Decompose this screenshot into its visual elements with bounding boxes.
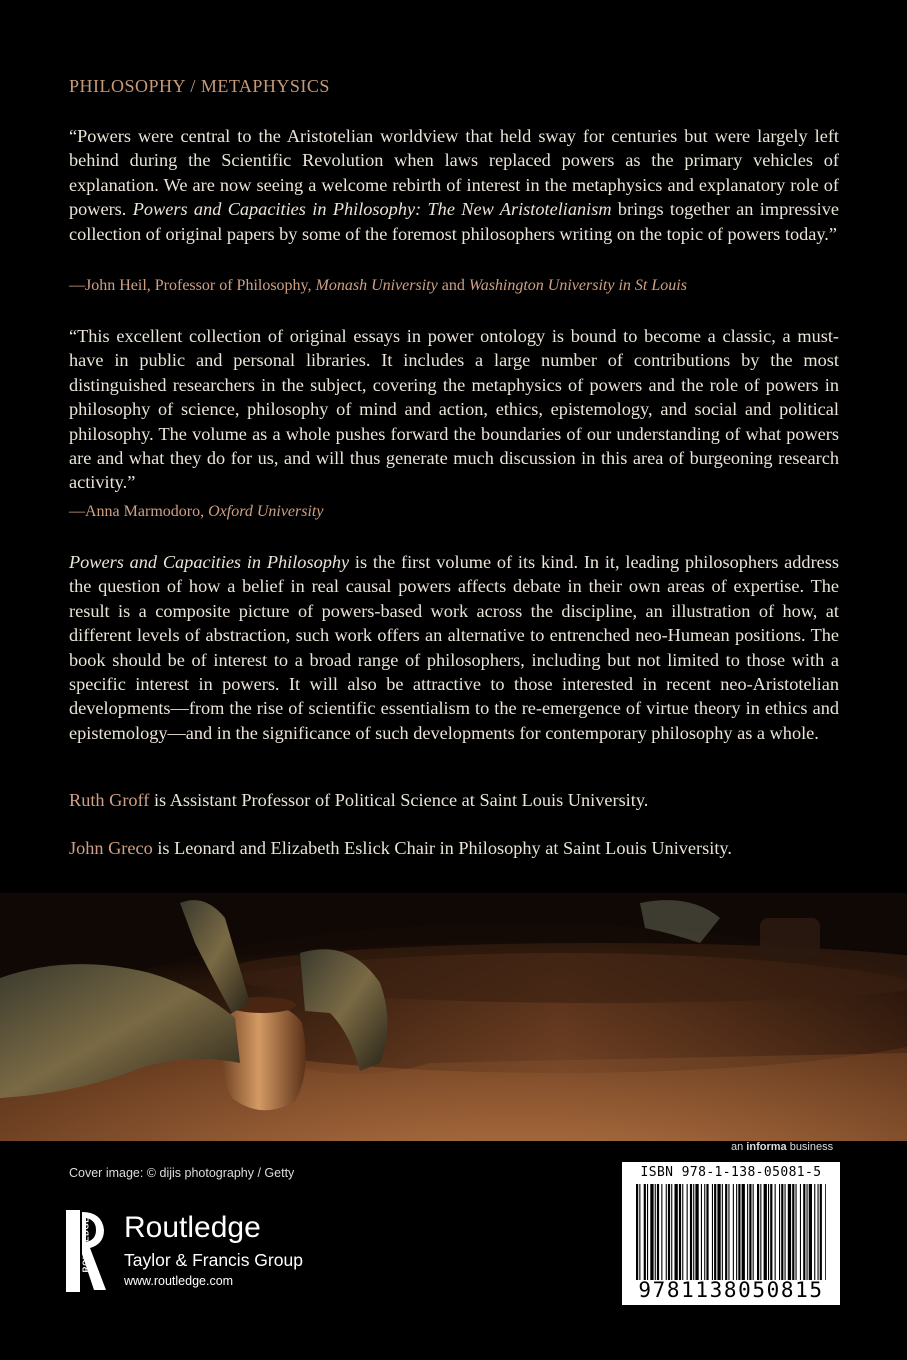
quote-part-1: “Powers were central to the Aristotelian worldview that held sway for centuries but were largely left behind during the Scientific Revolution when laws replaced powers as the primary vehicles of explanation. We are now seeing a welcome rebirth of interest in the metaphysics and explanatory role of powers. [69, 126, 839, 220]
barcode-bar [655, 1184, 656, 1280]
routledge-vertical-text: ROUTLEDGE [81, 1216, 91, 1273]
barcode-bar [800, 1184, 801, 1280]
barcode-bar [666, 1184, 667, 1280]
attribution-marmodoro-name: —Anna Marmodoro, [69, 503, 209, 520]
bio-john-greco [69, 838, 732, 859]
barcode-bar [753, 1184, 754, 1280]
barcode-bar [779, 1184, 780, 1280]
barcode-bar [717, 1184, 720, 1280]
description-text: is the first volume of its kind. In it, leading philosophers address the question of how a belief in real causal powers affects debate in their own areas of expertise. The result is a composite picture of powers-based work across the discipline, an illustration of how, at different levels of abstraction, such work offers an alternative to entrenched neo-Humean positions. The book should be of interest to a broad range of philosophers, including but not limited to those with a specific interest in powers. It will also be attractive to those interested in recent neo-Aristotelian developments—from the rise of scientific essentialism to the re-emergence of virtue theory in ethics and epistemology—and in the significance of such developments for contemporary philosophy as a whole. [69, 552, 840, 743]
barcode-bar [803, 1184, 805, 1280]
barcode-bars [636, 1184, 826, 1280]
barcode-bar [820, 1184, 822, 1280]
barcode-bar [792, 1184, 794, 1280]
barcode-bar [714, 1184, 716, 1280]
barcode-bar [809, 1184, 812, 1280]
barcode-bar [647, 1184, 648, 1280]
book-title-italic: Powers and Capacities in Philosophy: The New Aristotelianism [132, 199, 612, 220]
attribution-heil-and: and [437, 277, 469, 294]
bio-name-greco: John Greco [69, 838, 153, 858]
attribution-marmodoro-univ: Oxford University [208, 503, 324, 520]
barcode-bar [814, 1184, 815, 1280]
publisher-name: Routledge [124, 1211, 261, 1244]
blurb-quote-marmodoro: “This excellent collection of original essays in power ontology is bound to become a classic, a must-have in public and personal libraries. It includes a large number of contributions by the most distinguished researchers in the subject, covering the metaphysics of powers and the role of powers in philosophy of science, philosophy of mind and action, ethics, epistemology, and social and political philosophy. The volume as a whole pushes forward the boundaries of our understanding of what powers are and what they do for us, and will thus generate much discussion in this area of burgeoning research activity.” [69, 326, 839, 493]
bio-text-groff: is Assistant Professor of Political Science at Saint Louis University. [149, 790, 649, 810]
book-description [69, 550, 839, 745]
category-label: PHILOSOPHY / METAPHYSICS [69, 76, 330, 96]
barcode-bar [693, 1184, 694, 1280]
barcode-bar [781, 1184, 783, 1280]
attribution-marmodoro [69, 503, 323, 521]
informa-prefix: an [731, 1141, 747, 1153]
barcode-bar [825, 1184, 826, 1280]
barcode-bar [661, 1184, 662, 1280]
barcode-bar [671, 1184, 672, 1280]
bio-text-greco: is Leonard and Elizabeth Eslick Chair in Philosophy at Saint Louis University. [152, 838, 732, 858]
quote-part-2: brings together an impressive collection of original papers by some of the foremost philosophers writing on the topic of powers today.” [69, 199, 839, 244]
barcode-bar [695, 1184, 698, 1280]
barcode-bar [636, 1184, 638, 1280]
attribution-heil-univ2: Washington University in St Louis [468, 277, 687, 294]
barcode-bar [675, 1184, 678, 1280]
barcode-bar [639, 1184, 640, 1280]
attribution-heil [69, 277, 687, 295]
barcode-bar [757, 1184, 759, 1280]
barcode-bar [807, 1184, 808, 1280]
barcode-bar [764, 1184, 767, 1280]
barcode-bar [747, 1184, 748, 1280]
isbn-label: ISBN 978-1-138-05081-5 [640, 1165, 822, 1180]
isbn-barcode [622, 1162, 840, 1305]
barcode-bar [650, 1184, 653, 1280]
barcode-bar [818, 1184, 819, 1280]
barcode-bar [770, 1184, 772, 1280]
publisher-logo [66, 1210, 316, 1295]
barcode-bar [785, 1184, 786, 1280]
barcode-bar [712, 1184, 713, 1280]
barcode-bar [738, 1184, 740, 1280]
barcode-bar [788, 1184, 791, 1280]
barcode-bar [733, 1184, 734, 1280]
barcode-bar [679, 1184, 681, 1280]
informa-business-tag [731, 1141, 833, 1153]
bio-name-groff: Ruth Groff [69, 790, 150, 810]
barcode-bar [725, 1184, 727, 1280]
description-title: Powers and Capacities in Philosophy [69, 552, 350, 572]
blurb-quote-heil [69, 124, 839, 246]
barcode-bar [704, 1184, 705, 1280]
barcode-bar [687, 1184, 688, 1280]
informa-brand: informa [746, 1141, 787, 1153]
attribution-heil-univ1: Monash University [315, 277, 438, 294]
publisher-group: Taylor & Francis Group [124, 1250, 303, 1270]
bio-ruth-groff [69, 790, 648, 811]
barcode-bar [701, 1184, 702, 1280]
cover-image-credit: Cover image: © dijis photography / Getty [69, 1166, 295, 1180]
barcode-bar [682, 1184, 683, 1280]
barcode-bar [668, 1184, 670, 1280]
barcode-bar [760, 1184, 761, 1280]
pottery-illustration [0, 893, 907, 1141]
barcode-bar [690, 1184, 692, 1280]
barcode-bar [742, 1184, 745, 1280]
barcode-bar [768, 1184, 769, 1280]
publisher-url: www.routledge.com [124, 1274, 234, 1288]
routledge-r-icon [66, 1210, 116, 1292]
barcode-bar [749, 1184, 751, 1280]
barcode-bar [644, 1184, 646, 1280]
barcode-bar [657, 1184, 659, 1280]
barcode-digits: 9781138050815 [638, 1278, 824, 1302]
barcode-bar [728, 1184, 729, 1280]
barcode-bar [796, 1184, 797, 1280]
barcode-bar [775, 1184, 776, 1280]
barcode-bar [706, 1184, 708, 1280]
barcode-bar [736, 1184, 737, 1280]
cover-photo-pottery-wheel [0, 893, 907, 1141]
attribution-heil-name: —John Heil, Professor of Philosophy, [69, 277, 316, 294]
barcode-bar [722, 1184, 723, 1280]
informa-suffix: business [786, 1141, 834, 1153]
